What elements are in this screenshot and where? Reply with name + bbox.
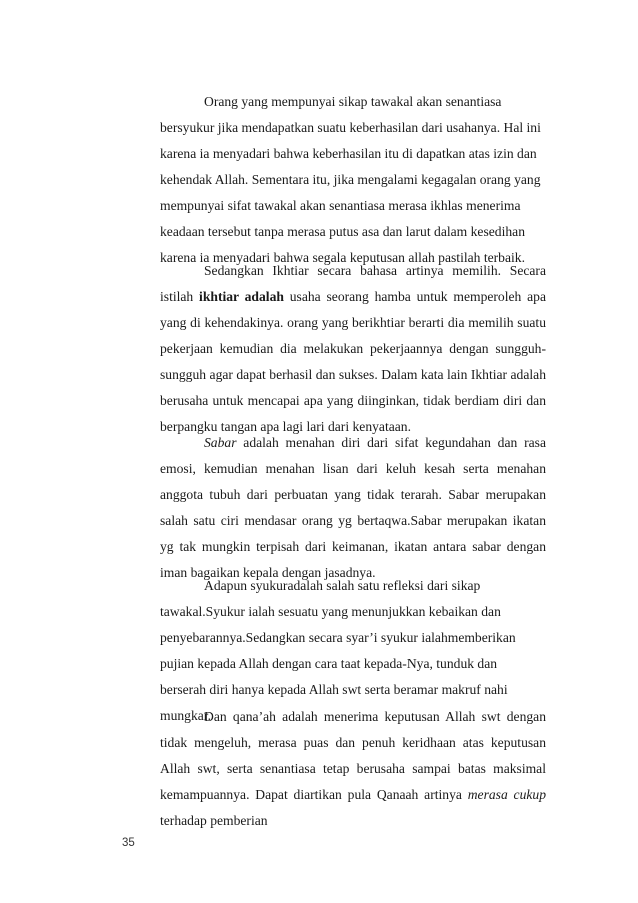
paragraph-tawakal <box>160 89 546 271</box>
paragraph-ikhtiar-bold-term: ikhtiar adalah <box>199 289 284 304</box>
paragraph-syukur-text: Adapun syukuradalah salah satu refleksi dari sikap tawakal.Syukur ialah sesuatu yang menunjukkan kebaikan dan penyebarannya.Sedangkan secara syar’i syukur ialahmemberikan pujian kepada Allah dengan cara taat kepada-Nya, tunduk dan berserah diri hanya kepada Allah swt serta beramar makruf nahi mungkar. <box>160 578 516 723</box>
paragraph-ikhtiar-lead: Sedangkan Ikhtiar secara bahasa artinya memilih. Secara istilah <box>160 263 546 304</box>
paragraph-qanaah-lead: Dan qana’ah adalah menerima keputusan Allah swt dengan tidak mengeluh, merasa puas dan penuh keridhaan atas keputusan Allah swt, serta senantiasa tetap berusaha sampai batas maksimal kemampuannya. Dapat diartikan pula Qanaah artinya <box>160 709 546 802</box>
paragraph-tawakal-text: Orang yang mempunyai sikap tawakal akan senantiasa bersyukur jika mendapatkan suatu keberhasilan dari usahanya. Hal ini karena ia menyadari bahwa keberhasilan itu di dapatkan atas izin dan kehendak Allah. Sementara itu, jika mengalami kegagalan orang yang mempunyai sifat tawakal akan senantiasa merasa ikhlas menerima keadaan tersebut tanpa merasa putus asa dan larut dalam kesedihan karena ia menyadari bahwa segala keputusan allah pastilah terbaik. <box>160 94 541 265</box>
paragraph-qanaah <box>160 704 546 834</box>
paragraph-sabar <box>160 430 546 586</box>
paragraph-ikhtiar <box>160 258 546 440</box>
paragraph-ikhtiar-rest: usaha seorang hamba untuk memperoleh apa yang di kehendakinya. orang yang berikhtiar berarti dia memilih suatu pekerjaan kemudian dia melakukan pekerjaannya dengan sungguh-sungguh agar dapat berhasil dan sukses. Dalam kata lain Ikhtiar adalah berusaha untuk mencapai apa yang diinginkan, tidak berdiam diri dan berpangku tangan apa lagi lari dari kenyataan. <box>160 289 546 434</box>
page-number: 35 <box>122 837 135 849</box>
paragraph-qanaah-italic-term: merasa cukup <box>467 787 547 802</box>
paragraph-sabar-rest: adalah menahan diri dari sifat kegundahan dan rasa emosi, kemudian menahan lisan dari keluh kesah serta menahan anggota tubuh dari perbuatan yang tidak terarah. Sabar merupakan salah satu ciri mendasar orang yg bertaqwa.Sabar merupakan ikatan yg tak mungkin terpisah dari keimanan, ikatan antara sabar dengan iman bagaikan kepala dengan jasadnya. <box>160 435 546 580</box>
paragraph-qanaah-rest: terhadap pemberian <box>160 813 268 828</box>
paragraph-sabar-italic-term: Sabar <box>204 435 237 450</box>
